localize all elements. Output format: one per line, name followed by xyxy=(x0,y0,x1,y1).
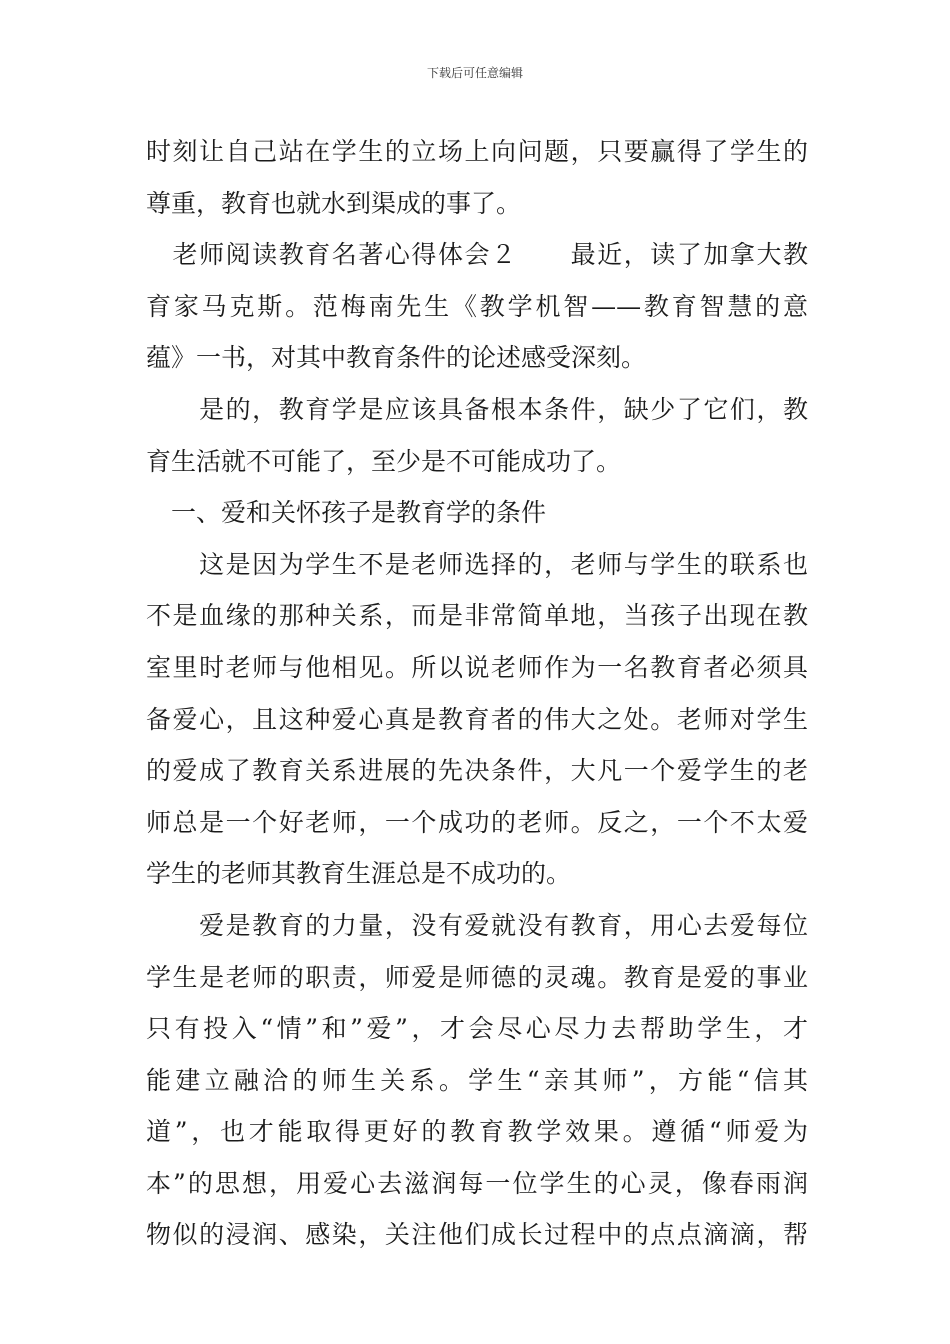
text-line: 学生是老师的职责，师爱是师德的灵魂。教育是爱的事业 xyxy=(146,962,808,992)
text-line: 只有投入“情”和”爱”，才会尽心尽力去帮助学生，才 xyxy=(146,1014,808,1044)
text-line: 老师阅读教育名著心得体会２ 最近，读了加拿大教 xyxy=(146,240,808,270)
text-line: 能建立融洽的师生关系。学生“亲其师”，方能“信其 xyxy=(146,1065,808,1095)
text-line: 尊重，教育也就水到渠成的事了。 xyxy=(146,188,522,218)
text-line: 蕴》一书，对其中教育条件的论述感受深刻。 xyxy=(146,343,647,373)
text-line: 育家马克斯。范梅南先生《教学机智——教育智慧的意 xyxy=(146,291,808,321)
text-line: 育生活就不可能了，至少是不可能成功了。 xyxy=(146,446,622,476)
text-line: 道”，也才能取得更好的教育教学效果。遵循“师爱为 xyxy=(146,1117,808,1147)
text-line: 时刻让自己站在学生的立场上向问题，只要赢得了学生的 xyxy=(146,137,808,166)
text-line: 物似的浸润、感染，关注他们成长过程中的点点滴滴，帮 xyxy=(146,1220,808,1250)
text-line: 学生的老师其教育生涯总是不成功的。 xyxy=(146,859,572,889)
text-line: 这是因为学生不是老师选择的，老师与学生的联系也 xyxy=(146,549,808,579)
text-line: 是的，教育学是应该具备根本条件，缺少了它们，教 xyxy=(146,394,808,424)
text-line: 室里时老师与他相见。所以说老师作为一名教育者必须具 xyxy=(146,652,808,682)
page-header: 下载后可任意编辑 xyxy=(426,66,523,80)
text-line: 师总是一个好老师，一个成功的老师。反之，一个不太爱 xyxy=(146,807,808,837)
text-line: 本”的思想，用爱心去滋润每一位学生的心灵，像春雨润 xyxy=(146,1168,808,1198)
section-heading: 一、爱和关怀孩子是教育学的条件 xyxy=(146,498,547,528)
document-body xyxy=(146,126,808,1261)
text-line: 爱是教育的力量，没有爱就没有教育，用心去爱每位 xyxy=(146,910,808,940)
text-line: 的爱成了教育关系进展的先决条件，大凡一个爱学生的老 xyxy=(146,756,808,786)
text-line: 备爱心，且这种爱心真是教育者的伟大之处。老师对学生 xyxy=(146,704,808,734)
text-line: 不是血缘的那种关系，而是非常简单地，当孩子出现在教 xyxy=(146,601,808,631)
